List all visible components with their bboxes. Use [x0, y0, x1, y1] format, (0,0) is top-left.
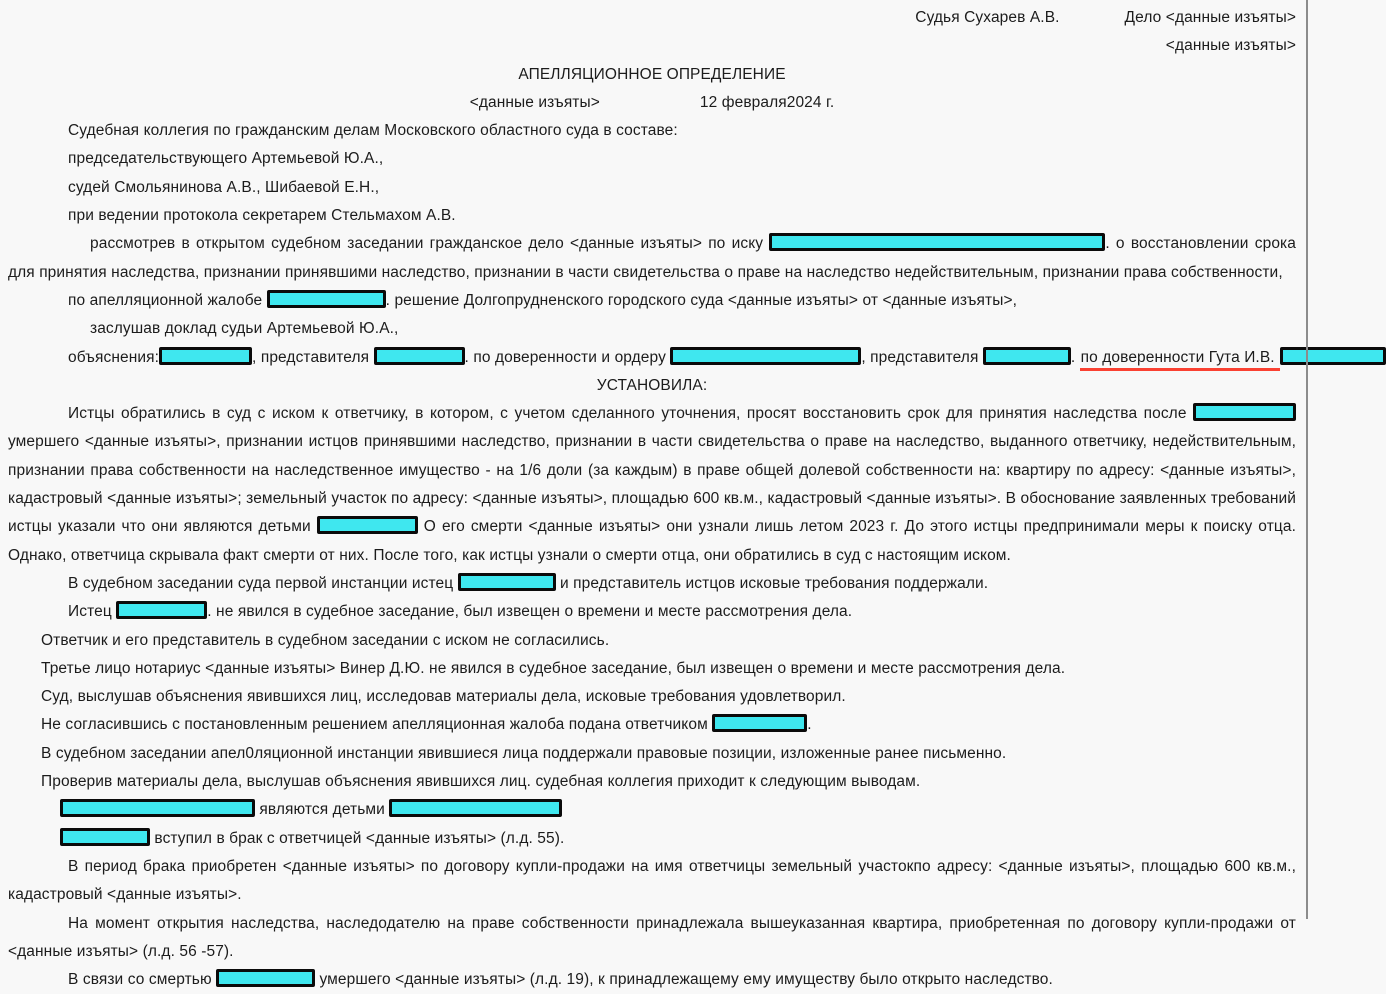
text-run: являются детьми [255, 801, 390, 819]
text-run: В связи со смертью [68, 971, 217, 989]
text-run: Истец [68, 603, 117, 621]
redacted-data-box [60, 828, 150, 846]
text-run: АПЕЛЛЯЦИОННОЕ ОПРЕДЕЛЕНИЕ [518, 65, 786, 83]
text-run: . [1070, 348, 1080, 366]
marriage-line [8, 825, 1296, 853]
text-run: В период брака приобретен <данные изъяты> по договору купли-продажи на имя ответчицы земельный участокпо адресу: <данные изъяты>, площадью 600 кв.м., кадастровый <данные изъяты>. [8, 857, 1296, 904]
text-run: при ведении протокола секретарем Стельмахом А.В. [68, 207, 456, 225]
redacted-data-box [317, 516, 418, 534]
text-run: Не согласившись с постановленным решением апелляционная жалоба подана ответчиком [41, 716, 713, 734]
children-line [8, 796, 1296, 824]
text-run: по апелляционной жалобе [68, 291, 267, 309]
text-run: Проверив материалы дела, выслушав объяснения явившихся лиц. судебная коллегия приходит к следующим выводам. [41, 773, 921, 791]
redacted-data-box [216, 969, 315, 987]
redacted-data-box [389, 799, 562, 817]
text-run: О его смерти <данные изъяты> они узнали лишь летом 2023 г. До этого истцы предпринимали меры к поиску отца. Однако, ответчица скрывала факт смерти от них. После того, как истцы узнали о смерти отца, они обратились в суд с настоящим иском. [8, 518, 1296, 564]
apartment-ownership-paragraph [8, 910, 1296, 967]
redacted-data-box [983, 347, 1071, 365]
text-run: объяснения: [68, 348, 160, 366]
text-run: . о восстановлении срока для принятия наследства, признании принявшими наследство, признании в части свидетельства о праве на наследство недействительным, признании права собственности, [8, 235, 1296, 281]
redacted-data-box [670, 347, 861, 365]
defendant-disagree-line [8, 627, 1296, 655]
plaintiff-absent-line [8, 598, 1296, 626]
explanations-line [8, 344, 1296, 372]
text-run: заслушав доклад судьи Артемьевой Ю.А., [90, 320, 399, 338]
redacted-data-box [1280, 347, 1386, 365]
spacer [600, 106, 700, 107]
judge-case-line [8, 4, 1296, 32]
text-run: умершего <данные изъяты>, признании истцов принявшими наследство, признании в части свидетельства о праве на наследство, выданного ответчику, недействительным, признании права собственности на наследственное имущество - на 1/6 доли (за каждым) в праве общей долевой собственности на: квартиру по адресу: <данные изъяты>, кадастровый <данные изъяты>; земельный участок по адресу: <данные изъяты>, площадью 600 кв.м., кадастровый <данные изъяты>. В обоснование заявленных требований истцы указали что они являются детьми [8, 433, 1296, 536]
text-run: <данные изъяты> [469, 93, 600, 111]
text-run: . по доверенности и ордеру [464, 348, 671, 366]
claims-paragraph [8, 400, 1296, 570]
date-line [8, 89, 1296, 117]
text-run: Суд, выслушав объяснения явившихся лиц, исследовав материалы дела, исковые требования удовлетворил. [41, 688, 846, 706]
redacted-data-box [374, 347, 465, 365]
text-run: вступил в брак с ответчицей <данные изъяты> (л.д. 55). [150, 829, 565, 847]
appeal-line [8, 287, 1296, 315]
case-number-line [8, 32, 1296, 60]
document-title [8, 61, 1296, 89]
court-composition-line [8, 117, 1296, 145]
text-run: , представителя [252, 348, 374, 366]
text-run: УСТАНОВИЛА: [596, 376, 708, 394]
appellate-hearing-line [8, 740, 1296, 768]
text-run: . решение Долгопрудненского городского суда <данные изъяты> от <данные изъяты>, [385, 291, 1018, 309]
first-instance-hearing-line [8, 570, 1296, 598]
court-decision-line [8, 683, 1296, 711]
text-run: , представителя [861, 348, 983, 366]
text-run: Истцы обратились в суд с иском к ответчику, в котором, с учетом сделанного уточнения, просят восстановить срок для принятия наследства после [68, 405, 1193, 423]
secretary-line [8, 202, 1296, 230]
text-run: В судебном заседании суда первой инстанции истец [68, 574, 458, 592]
text-run: Судебная коллегия по гражданским делам Московского областного суда в составе: [68, 122, 678, 140]
text-run: и представитель истцов исковые требования поддержали. [555, 574, 989, 592]
document-content [8, 4, 1296, 994]
text-run: . не явился в судебное заседание, был извещен о времени и месте рассмотрения дела. [207, 603, 853, 621]
page-right-border [1306, 0, 1308, 919]
text-run: председательствующего Артемьевой Ю.А., [68, 150, 384, 168]
conclusions-intro-line [8, 768, 1296, 796]
text-run: судей Смольянинова А.В., Шибаевой Е.Н., [68, 178, 380, 196]
land-purchase-paragraph [8, 853, 1296, 910]
redacted-data-box [458, 573, 556, 591]
text-run: . [807, 716, 812, 734]
text-run: <данные изъяты> [1165, 37, 1296, 55]
redacted-data-box [769, 233, 1105, 251]
redacted-data-box [267, 290, 386, 308]
presiding-judge-line [8, 145, 1296, 173]
redacted-data-box [116, 601, 207, 619]
appeal-filed-line [8, 711, 1296, 739]
text-run: В судебном заседании апел0ляционной инстанции явившиеся лица поддержали правовые позиции, изложенные ранее письменно. [41, 744, 1007, 762]
text-run: Третье лицо нотариус <данные изъяты> Винер Д.Ю. не явился в судебное заседание, был извещен о времени и месте рассмотрения дела. [41, 659, 1066, 677]
text-run: Дело <данные изъяты> [1124, 9, 1296, 26]
ustanovila-heading [8, 372, 1296, 400]
case-review-paragraph [8, 230, 1296, 287]
text-run: Ответчик и его представитель в судебном заседании с иском не согласились. [41, 631, 610, 649]
redacted-data-box [60, 799, 255, 817]
text-run: На момент открытия наследства, наследодателю на праве собственности принадлежала вышеуказанная квартира, приобретенная по договору купли-продажи от <данные изъяты> (л.д. 56 -57). [8, 914, 1296, 960]
text-run: умершего <данные изъяты> (л.д. 19), к принадлежащему ему имуществу было открыто наследство. [315, 971, 1053, 989]
red-underlined-text: по доверенности Гута И.В. [1080, 349, 1280, 371]
judges-line [8, 174, 1296, 202]
report-line [8, 315, 1296, 343]
text-run: рассмотрев в открытом судебном заседании гражданское дело <данные изъяты> по иску [90, 235, 770, 253]
redacted-data-box [159, 347, 252, 365]
spacer [1060, 21, 1125, 22]
redacted-data-box [1193, 403, 1296, 421]
inheritance-opened-line [8, 966, 1296, 994]
text-run: Судья Сухарев А.В. [915, 9, 1060, 26]
redacted-data-box [712, 714, 807, 732]
third-party-notary-line [8, 655, 1296, 683]
text-run: 12 февраля2024 г. [699, 93, 835, 111]
